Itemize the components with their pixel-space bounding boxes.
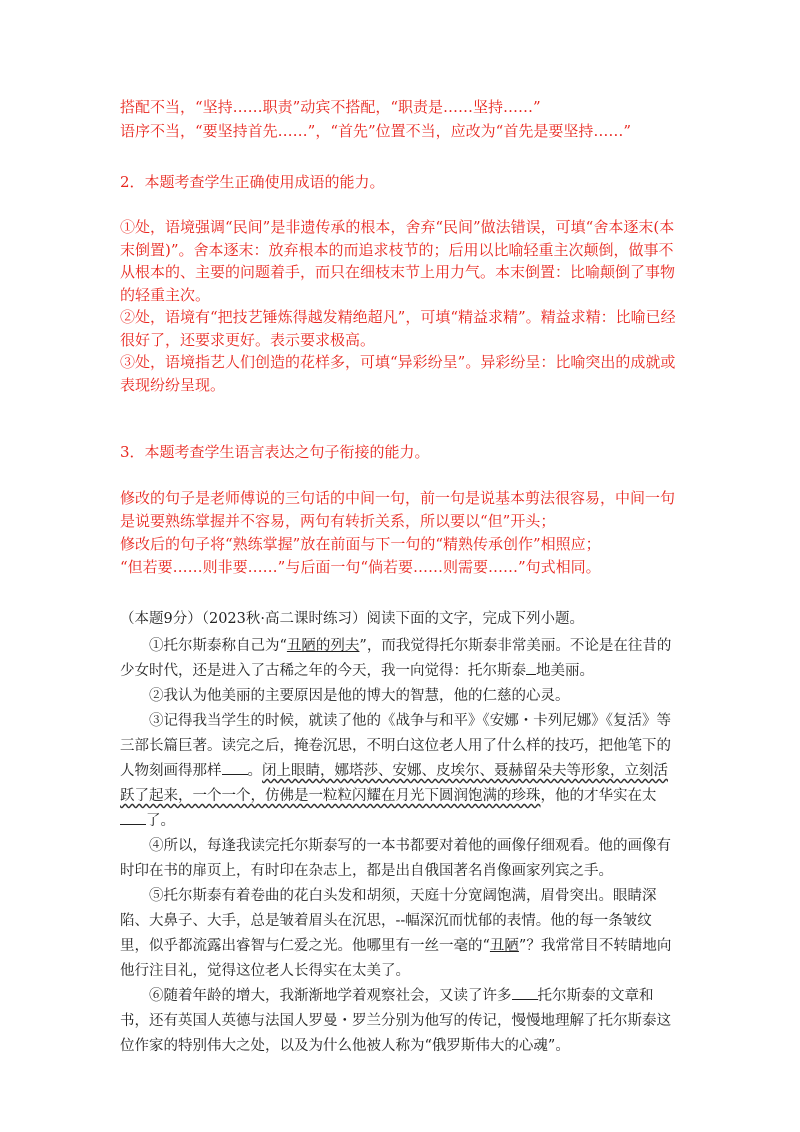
paragraph-3 [120,709,680,834]
question-2-point-3: ③处，语境指艺人们创造的花样多，可填“异彩纷呈”。异彩纷呈：比喻突出的成就或表现纷纷呈现。 [120,353,676,394]
paragraph-6 [120,984,680,1059]
question-3-point-1: 修改的句子是老师傅说的三句话的中间一句，前一句是说基本剪法很容易，中间一句是说要熟练掌握并不容易，两句有转折关系，所以要以“但”开头； [120,489,676,530]
wavy-underlined-sentence: 闭上眼睛，娜塔莎、安娜、皮埃尔、聂赫留朵夫等形象，立刻活跃了起来，一个一个，仿佛是一粒粒闪耀在月光下圆润饱满的珍珠 [120,763,668,804]
paragraph-1-text-b: ”，而我觉得托尔斯泰非常美丽。不论是在往昔的少女时代，还是进入了古稀之年的今天，我一向觉得：托尔斯泰 [120,638,672,679]
reading-passage [120,607,680,1059]
question-2-title: 2．本题考查学生正确使用成语的能力。 [120,173,385,191]
paragraph-4: ④所以，每逢我读完托尔斯泰写的一本书都要对着他的画像仔细观看。他的画像有时印在书的扉页上，有时印在杂志上，都是出自俄国著名肖像画家列宾之手。 [120,838,671,879]
paragraph-3-text-a: ③记得我当学生的时候，就读了他的《战争与和平》《安娜・卡列尼娜》《复活》等三部长篇巨著。读完之后，掩卷沉思，不明白这位老人用了什么样的技巧，把他笔下的人物刻画得那样 [120,713,671,779]
question-2-point-2: ②处，语境有“把技艺锤炼得越发精绝超凡”，可填“精益求精”。精益求精：比喻已经很好了，还要求更好。表示要求极高。 [120,308,676,349]
fill-blank-1 [526,660,536,675]
question-3-points [120,487,680,579]
question-2-analysis [120,170,680,194]
question-2-point-1: ①处，语境强调“民间”是非遗传承的根本，舍弃“民间”做法错误，可填“舍本逐末(本末倒置)”。舍本逐末：放弃根本的而追求枝节的；后用以比喻轻重主次颠倒，做事不从根本的、主要的问题着手，而只在细枝末节上用力气。本末倒置：比喻颠倒了事物的轻重主次。 [120,218,676,304]
fill-blank-3 [120,810,146,825]
paragraph-5-text-b: ”？我常常目不转睛地向他行注目礼，觉得这位老人长得实在太美了。 [120,938,672,979]
paragraph-5-text-a: ⑤托尔斯泰有着卷曲的花白头发和胡须，天庭十分宽阔饱满，眉骨突出。眼睛深陷、大鼻子、大手，总是皱着眉头在沉思，--幅深沉而忧郁的表情。他的每一条皱纹里，似乎都流露出睿智与仁爱之光。他哪里有一丝一毫的“ [120,888,657,954]
paragraph-1 [120,634,680,684]
fill-blank-4 [512,985,538,1000]
answer-line-1: 搭配不当，“坚持……职责”动宾不搭配，“职责是……坚持……” [120,98,541,116]
underlined-phrase-ugly-lev: 丑陋的列夫 [286,638,360,654]
paragraph-2: ②我认为他美丽的主要原因是他的博大的智慧，他的仁慈的心灵。 [149,688,570,704]
question-3-point-3: “但若要……则非要……”与后面一句“倘若要……则需要……”句式相同。 [120,558,601,576]
paragraph-1-text-a: ①托尔斯泰称自己为“ [149,638,287,654]
answer-line-2: 语序不当，“要坚持首先……”，“首先”位置不当，应改为“首先是要坚持……” [120,122,632,140]
paragraph-5 [120,884,680,984]
fill-blank-2 [222,760,248,775]
question-3-point-2: 修改后的句子将“熟练掌握”放在前面与下一句的“精熟传承创作”相照应； [120,535,601,553]
underlined-word-ugly: 丑陋 [489,938,519,954]
answer-block-1 [120,95,680,143]
passage-heading: （本题9分）（2023秋·高二课时练习）阅读下面的文字，完成下列小题。 [120,611,584,627]
paragraph-6-text-a: ⑥随着年龄的增大，我渐渐地学着观察社会，又读了许多 [149,988,512,1004]
paragraph-3-text-c: ，他的才华实在太 [540,788,657,804]
question-3-title: 3．本题考查学生语言表达之句子衔接的能力。 [120,443,430,461]
paragraph-3-text-b: 。 [247,763,262,779]
question-3-analysis [120,440,680,464]
paragraph-1-text-c: 地美丽。 [536,663,594,679]
paragraph-6-text-b: 托尔斯泰的文章和书，还有英国人英德与法国人罗曼・罗兰分别为他写的传记，慢慢地理解了托尔斯泰这位作家的特别伟大之处，以及为什么他被人称为“俄罗斯伟大的心魂”。 [120,988,671,1054]
paragraph-3-text-d: 了。 [146,813,175,829]
question-2-points [120,216,680,396]
